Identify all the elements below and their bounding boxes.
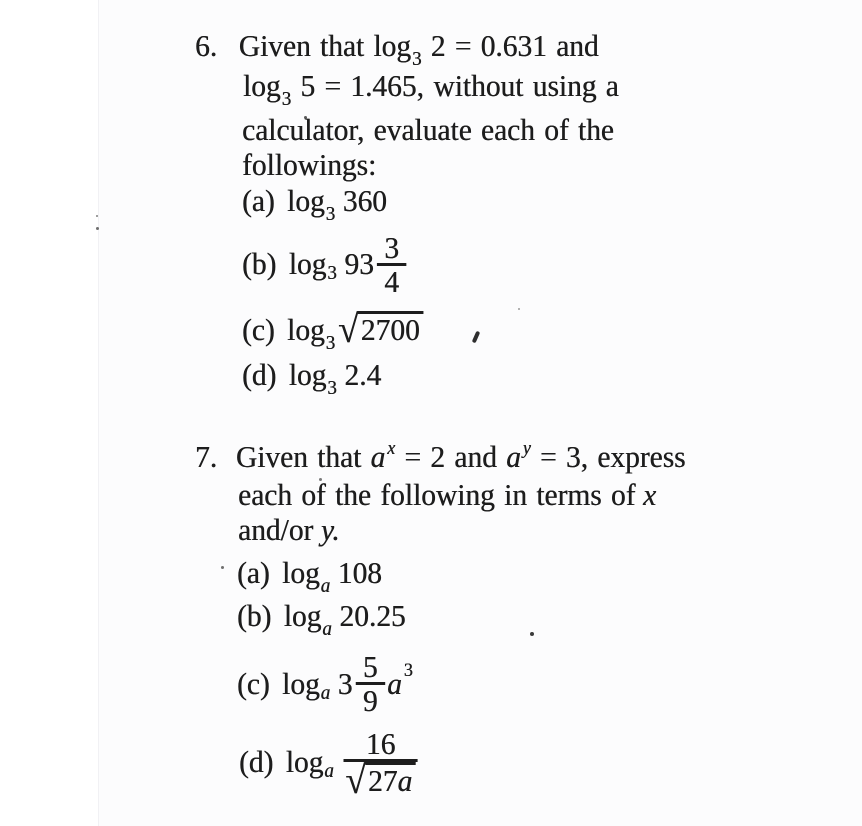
log-function: log	[282, 665, 320, 701]
fraction	[377, 229, 407, 299]
q6-item-c	[242, 308, 423, 354]
radical-sign-icon: √	[337, 308, 359, 351]
mixed-number-whole: 93	[344, 246, 374, 281]
fraction-denominator: 9	[362, 683, 378, 718]
q6-intro-line-4: followings:	[242, 147, 377, 182]
item-label: (b)	[242, 246, 277, 281]
item-label: (a)	[242, 183, 275, 218]
item-label: (b)	[237, 598, 272, 633]
q7-line3-text: and/or	[238, 512, 314, 547]
q7-item-d	[239, 725, 418, 802]
scan-artifact-colon-top	[96, 215, 98, 217]
fraction	[343, 725, 418, 802]
q6-item-d	[242, 357, 381, 397]
q6-item-b	[242, 230, 407, 298]
q7-number: 7.	[195, 439, 218, 474]
fraction-numerator: 16	[365, 725, 396, 761]
log-base: a	[320, 575, 331, 597]
log-base: a	[322, 618, 332, 640]
log-base: 3	[325, 332, 336, 354]
log-argument: 20.25	[339, 598, 406, 633]
exponent-3: 3	[403, 659, 413, 681]
log-base: 3	[325, 203, 336, 225]
q6-intro-line-2	[243, 68, 619, 108]
log-function: log	[288, 357, 327, 392]
variable-x: x	[643, 477, 657, 512]
q7-item-b	[237, 598, 406, 638]
q6-item-a	[242, 183, 387, 223]
log-base: a	[324, 759, 334, 782]
radical-sign-icon: √	[345, 758, 366, 802]
q7-line2-text: each of the following in terms of	[238, 477, 636, 512]
q7-intro-line-1	[195, 439, 686, 480]
q6-line1-post: 2 = 0.631 and	[421, 28, 599, 63]
fraction-numerator: 3	[384, 229, 400, 265]
item-label: (c)	[242, 312, 275, 347]
log-function: log	[243, 68, 281, 103]
q6-intro-line-3: calculator, evaluate each of the	[242, 112, 614, 147]
square-root	[337, 308, 424, 351]
item-label: (a)	[237, 555, 270, 590]
radicand: 2700	[360, 312, 420, 347]
log-function: log	[287, 183, 325, 218]
log-function: log	[282, 555, 320, 590]
log-base: 3	[327, 377, 337, 399]
log-function: log	[283, 598, 322, 633]
log-argument: 360	[342, 183, 387, 218]
q7-line1-post: = 3, express	[530, 439, 686, 474]
item-label: (d)	[242, 357, 277, 392]
variable-y: y.	[320, 512, 340, 547]
q6-line2-mid: 5 = 1.465,	[291, 68, 424, 103]
q6-number: 6.	[195, 28, 218, 63]
log-base: 3	[327, 262, 337, 284]
q7-intro-line-3	[238, 512, 340, 548]
q6-intro-line-1	[195, 28, 599, 68]
q6-line2-post: without using a	[433, 68, 619, 103]
fraction-denominator	[343, 758, 418, 802]
log-function: log	[285, 743, 324, 779]
variable-a: a	[506, 439, 521, 474]
q6-line1-pre: Given that	[238, 28, 374, 63]
square-root	[345, 758, 416, 802]
radicand: 27	[367, 762, 398, 798]
q7-line1-mid: = 2 and	[395, 439, 507, 474]
log-base: 3	[411, 48, 422, 70]
log-argument: 108	[337, 555, 382, 590]
log-function: log	[287, 312, 325, 347]
q7-item-c	[237, 650, 413, 717]
radicand-variable-a: a	[397, 762, 413, 798]
exponent-x: x	[387, 438, 396, 459]
log-base: a	[320, 681, 331, 704]
variable-a: a	[387, 665, 402, 701]
log-function: log	[373, 28, 412, 63]
scan-artifact-colon-bottom	[96, 227, 99, 230]
q7-intro-line-2	[238, 477, 656, 513]
fraction-numerator: 5	[362, 649, 378, 684]
scan-artifact-dot-3	[530, 632, 534, 636]
fraction	[355, 651, 385, 716]
log-base: 3	[281, 88, 292, 110]
q7-item-a	[237, 555, 382, 595]
fraction-denominator: 4	[384, 263, 400, 299]
scan-artifact-dot-2	[518, 308, 520, 310]
item-label: (d)	[239, 743, 274, 779]
scan-artifact-dot-4	[221, 566, 224, 569]
item-label: (c)	[237, 665, 270, 701]
log-function: log	[288, 246, 327, 281]
q7-line1-pre: Given that	[235, 439, 371, 474]
variable-a: a	[370, 439, 386, 474]
mixed-number-whole: 3	[337, 665, 353, 701]
exponent-y: y	[522, 438, 531, 459]
log-argument: 2.4	[344, 357, 382, 392]
